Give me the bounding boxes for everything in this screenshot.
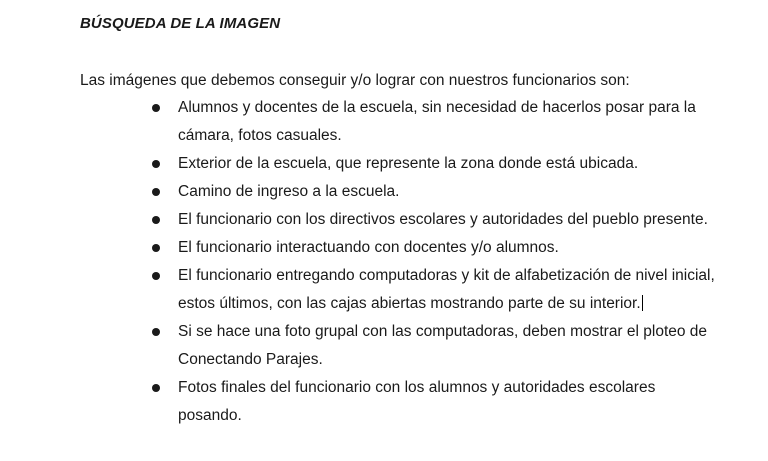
list-item-text: Si se hace una foto grupal con las computadoras, deben mostrar el ploteo de Conectando Parajes.	[178, 323, 708, 368]
list-item	[152, 318, 722, 374]
list-item	[152, 94, 722, 150]
list-item	[152, 374, 722, 430]
bullet-icon	[152, 244, 160, 252]
list-item	[152, 262, 722, 318]
bullet-icon	[152, 272, 160, 280]
bullet-icon	[152, 188, 160, 196]
list-item-text: El funcionario con los directivos escolares y autoridades del pueblo presente.	[178, 211, 708, 228]
list-item-text	[178, 262, 722, 318]
bullet-list	[152, 94, 722, 430]
list-item-text: Camino de ingreso a la escuela.	[178, 183, 400, 200]
bullet-icon	[152, 384, 160, 392]
list-item-text: Fotos finales del funcionario con los alumnos y autoridades escolares posando.	[178, 379, 656, 424]
bullet-icon	[152, 104, 160, 112]
section-heading: BÚSQUEDA DE LA IMAGEN	[80, 15, 281, 32]
list-item	[152, 178, 722, 206]
list-item	[152, 234, 722, 262]
list-item-text: El funcionario interactuando con docentes y/o alumnos.	[178, 239, 559, 256]
list-item	[152, 206, 722, 234]
list-item-text: Alumnos y docentes de la escuela, sin necesidad de hacerlos posar para la cámara, fotos casuales.	[178, 99, 696, 144]
list-item-text: Exterior de la escuela, que represente la zona donde está ubicada.	[178, 155, 639, 172]
text-cursor	[642, 295, 643, 311]
bullet-icon	[152, 216, 160, 224]
list-item	[152, 150, 722, 178]
bullet-icon	[152, 328, 160, 336]
bullet-icon	[152, 160, 160, 168]
intro-paragraph: Las imágenes que debemos conseguir y/o lograr con nuestros funcionarios son:	[80, 72, 630, 89]
list-item-text-content: El funcionario entregando computadoras y kit de alfabetización de nivel inicial, estos últimos, con las cajas abiertas mostrando parte de su interior.	[178, 267, 715, 312]
